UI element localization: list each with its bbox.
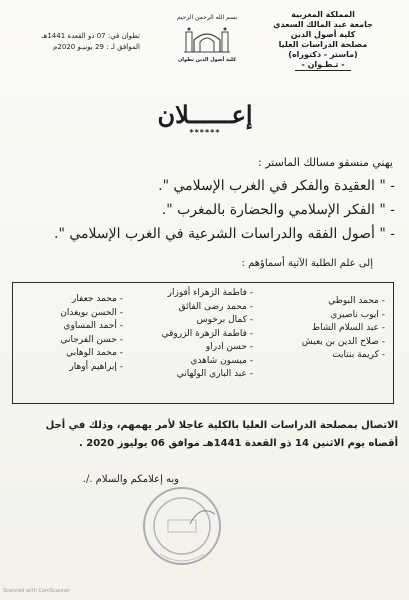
student-name: - عبد السلام الشاط <box>311 323 385 333</box>
student-name: - محمد جعفار <box>71 294 123 304</box>
student-name: - صلاح الدين بن يعيش <box>301 336 385 347</box>
page-title: إعــــــلان <box>157 100 253 129</box>
header-line: المملكة المغربية <box>291 10 355 19</box>
contact-line: أقصاه يوم الاثنين 14 ذو القعدة 1441هـ موافق 06 يوليوز 2020 . <box>78 438 398 449</box>
title-stars: ****** <box>189 128 221 137</box>
student-name: - أحمد المساوي <box>63 321 123 331</box>
date-block <box>20 31 140 53</box>
official-seal <box>140 484 224 568</box>
hijri-date: تطوان في: 07 ذو القعدة 1441هـ <box>41 32 140 40</box>
student-name: - إبراهيم أوهار <box>69 361 123 372</box>
student-name: - فاطمة الزهرة الزروقي <box>161 328 253 339</box>
intro-text: يهني منسقو مسالك الماستر : <box>258 156 393 169</box>
program-item: - " الفكر الإسلامي والحضارة بالمغرب ". <box>161 202 395 218</box>
student-name: - كريمة بنتابت <box>332 350 385 360</box>
student-name: - الحسن بويغدان <box>60 307 123 318</box>
student-name: - عبد الباري الولهاني <box>176 369 253 379</box>
students-column <box>302 295 385 363</box>
scanner-watermark: Scanned with CamScanner <box>3 588 71 594</box>
logo-caption: كلية أصول الدين تطوان <box>178 57 236 63</box>
header-line: مصلحة الدراسات العليا <box>278 40 368 49</box>
student-name: - محمد رضى الفائق <box>178 301 253 312</box>
basmala: بسم الله الرحمن الرحيم <box>176 14 238 21</box>
program-item: - " العقيدة والفكر في الغرب الإسلامي ". <box>158 178 395 194</box>
student-name: - حسن الفرجاني <box>60 334 123 345</box>
contact-line: الاتصال بمصلحة الدراسات العليا بالكلية عاجلا لأمر يهمهم، وذلك في أجل <box>45 420 398 431</box>
students-column <box>60 293 123 374</box>
student-name: - كمال برخوس <box>196 315 253 325</box>
program-item: - " أصول الفقه والدراسات الشرعية في الغرب الإسلامي ". <box>54 226 395 242</box>
announce-text: إلى علم الطلبة الآتية أسماؤهم : <box>241 258 373 269</box>
header-line: جامعة عبد المالك السعدي <box>273 20 373 29</box>
institution-header <box>253 10 393 71</box>
student-name: - حسن ادراو <box>205 342 253 352</box>
students-box <box>12 282 394 404</box>
students-column <box>162 287 253 382</box>
header-line: كلية أصول الدين <box>290 30 356 39</box>
student-name: - ايوب ناصيري <box>330 309 385 320</box>
student-name: - محمد الوهابي <box>66 348 123 358</box>
header-line: (ماستر - دكتوراه) <box>288 50 358 59</box>
student-name: - فاطمة الزهراء أفوزار <box>167 288 253 298</box>
gregorian-date: الموافق لـ : 29 يونيـو 2020م <box>53 43 140 51</box>
header-city: - تـطـوان - <box>295 60 350 71</box>
contact-paragraph <box>14 417 398 453</box>
student-name: - ميسون شاهدي <box>190 355 253 366</box>
student-name: - محمد البوطي <box>328 296 385 306</box>
faculty-logo <box>182 24 232 54</box>
closing-text: وبه إعلامكم والسلام ./. <box>82 474 179 485</box>
